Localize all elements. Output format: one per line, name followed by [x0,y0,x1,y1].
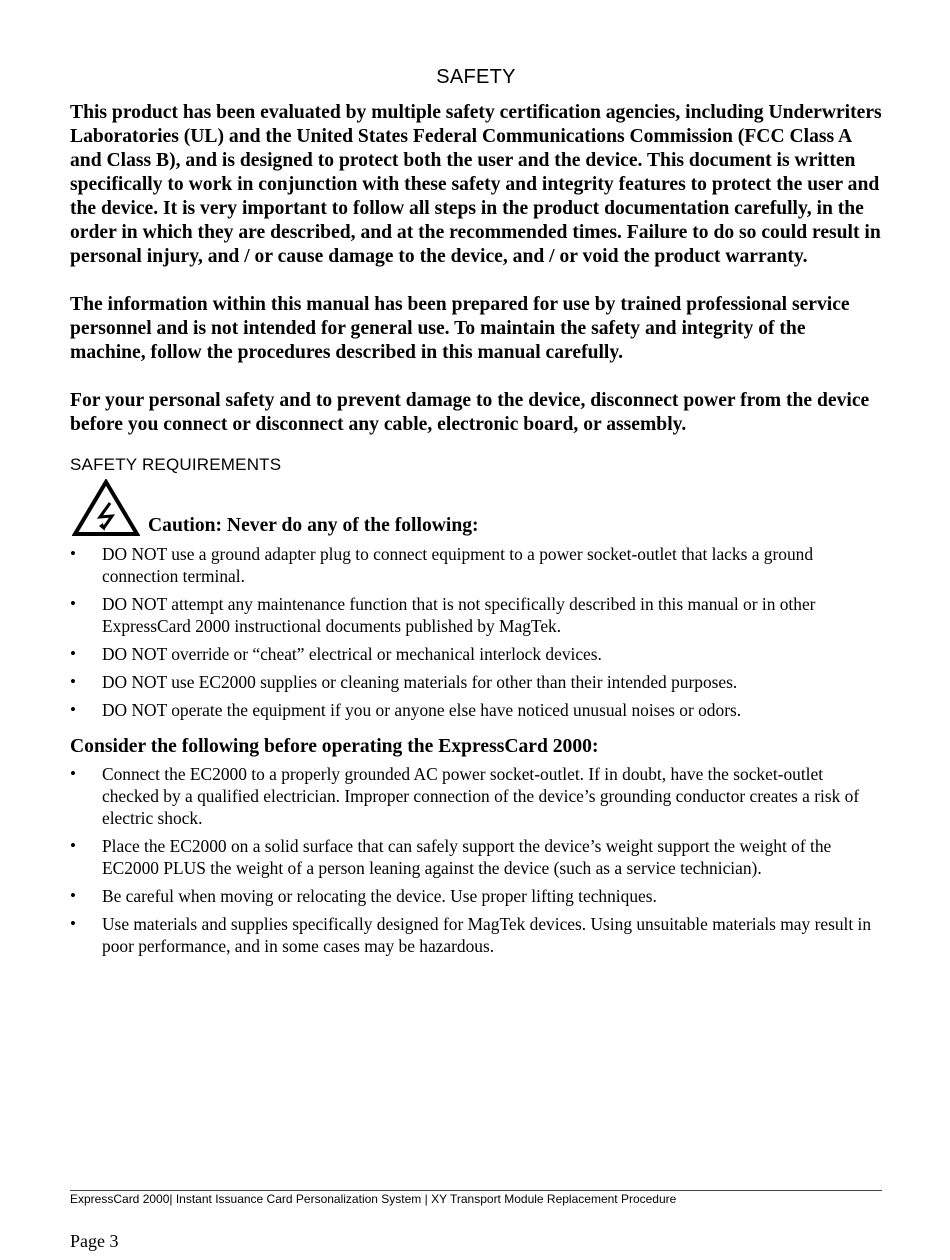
consider-heading: Consider the following before operating the ExpressCard 2000: [70,736,599,757]
list-item: • Place the EC2000 on a solid surface that can safely support the device’s weight support the weight of the EC2000 PLUS the weight of a person leaning against the device (such as a service technician). [70,835,882,879]
high-voltage-warning-icon [72,479,140,537]
list-item: • DO NOT attempt any maintenance function that is not specifically described in this manual or in other ExpressCard 2000 instructional documents published by MagTek. [70,593,882,637]
page-title: SAFETY [436,66,516,88]
list-item: • Use materials and supplies specifically designed for MagTek devices. Using unsuitable materials may result in poor performance, and in some cases may be hazardous. [70,913,882,957]
document-page [70,66,882,963]
list-item: • DO NOT use EC2000 supplies or cleaning materials for other than their intended purposes. [70,671,882,693]
list-item: • DO NOT use a ground adapter plug to connect equipment to a power socket-outlet that lacks a ground connection terminal. [70,543,882,587]
intro-paragraph-3: For your personal safety and to prevent damage to the device, disconnect power from the device before you connect or disconnect any cable, electronic board, or assembly. [70,390,870,435]
footer-divider [70,1190,882,1191]
list-item: • DO NOT override or “cheat” electrical or mechanical interlock devices. [70,643,882,665]
page-number: Page 3 [70,1231,119,1251]
list-item: • Connect the EC2000 to a properly grounded AC power socket-outlet. If in doubt, have the socket-outlet checked by a qualified electrician. Improper connection of the device’s grounding conductor creates a risk of electric shock. [70,763,882,829]
caution-row [72,479,882,537]
never-do-list [70,543,882,721]
footer-text: ExpressCard 2000| Instant Issuance Card Personalization System | XY Transport Module Replacement Procedure [70,1192,677,1206]
list-item: • DO NOT operate the equipment if you or anyone else have noticed unusual noises or odors. [70,699,882,721]
consider-list [70,763,882,957]
intro-paragraph-1: This product has been evaluated by multiple safety certification agencies, including Underwriters Laboratories (UL) and the United States Federal Communications Commission (FCC Class A and Class B), and is designed to protect both the user and the device. This document is written specifically to work in conjunction with these safety and integrity features to protect the user and the device. It is very important to follow all steps in the product documentation carefully, in the order in which they are described, and at the recommended times. Failure to do so could result in personal injury, and / or cause damage to the device, and / or void the product warranty. [70,102,882,267]
list-item: • Be careful when moving or relocating the device. Use proper lifting techniques. [70,885,882,907]
caution-text: Caution: Never do any of the following: [148,515,479,536]
safety-requirements-heading: SAFETY REQUIREMENTS [70,455,282,474]
intro-paragraph-2: The information within this manual has been prepared for use by trained professional service personnel and is not intended for general use. To maintain the safety and integrity of the machine, follow the procedures described in this manual carefully. [70,294,850,363]
